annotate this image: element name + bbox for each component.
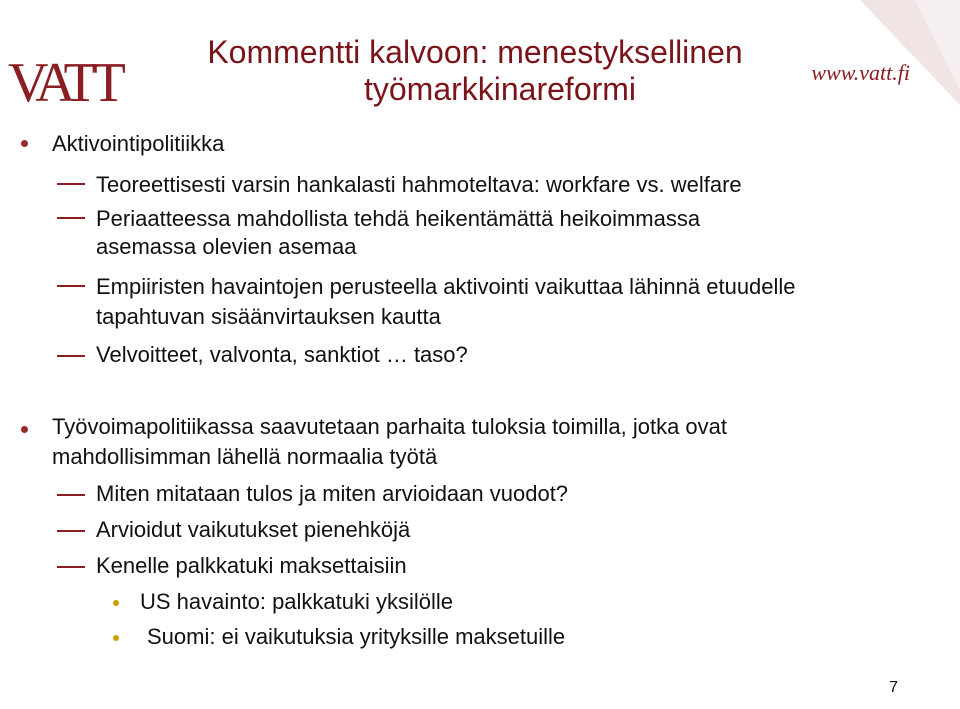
vatt-logo: VATT [8, 52, 120, 114]
site-url: www.vatt.fi [811, 60, 910, 85]
list-item: Arvioidut vaikutukset pienehköjä [96, 517, 411, 542]
bullet-dot [21, 426, 28, 433]
section-heading: Työvoimapolitiikassa saavutetaan parhaita tuloksia toimilla, jotka ovat [52, 414, 728, 439]
section-heading-continued: mahdollisimman lähellä normaalia työtä [52, 444, 438, 469]
dash-bullet [57, 183, 85, 185]
sub-bullet-dot [113, 600, 119, 606]
list-item: Periaatteessa mahdollista tehdä heikentämättä heikoimmassa [96, 206, 701, 231]
page-number: 7 [889, 679, 898, 696]
title-line-2: työmarkkinareformi [363, 71, 637, 107]
dash-bullet [57, 530, 85, 532]
dash-bullet [57, 217, 85, 219]
dash-bullet [57, 494, 85, 496]
list-item: Kenelle palkkatuki maksettaisiin [96, 553, 407, 578]
title-line-1: Kommentti kalvoon: menestyksellinen [207, 34, 743, 70]
list-item: Empiiristen havaintojen perusteella aktivointi vaikuttaa lähinnä etuudelle [96, 274, 796, 299]
list-item: Velvoitteet, valvonta, sanktiot … taso? [96, 342, 468, 367]
sub-bullet-dot [113, 635, 119, 641]
dash-bullet [57, 285, 85, 287]
list-item-continued: asemassa olevien asemaa [96, 234, 357, 259]
dash-bullet [57, 355, 85, 357]
section-heading: Aktivointipolitiikka [52, 131, 225, 156]
list-item: Teoreettisesti varsin hankalasti hahmoteltava: workfare vs. welfare [96, 172, 742, 197]
slide-title [0, 34, 960, 108]
sub-list-item: Suomi: ei vaikutuksia yrityksille maksetuille [147, 624, 566, 649]
dash-bullet [57, 566, 85, 568]
bullet-dot [21, 140, 28, 147]
list-item: Miten mitataan tulos ja miten arvioidaan vuodot? [96, 481, 569, 506]
list-item-continued: tapahtuvan sisäänvirtauksen kautta [96, 304, 441, 329]
sub-list-item: US havainto: palkkatuki yksilölle [140, 589, 454, 614]
